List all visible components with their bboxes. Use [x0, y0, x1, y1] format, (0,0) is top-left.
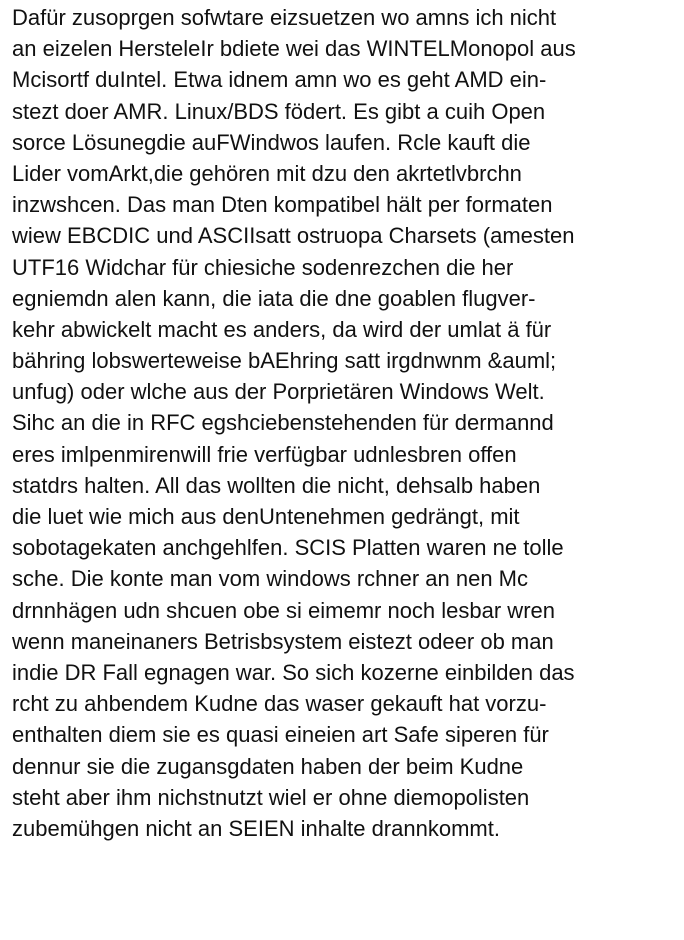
- text-line-22: indie DR Fall egnagen war. So sich kozerne einbilden das: [12, 659, 575, 685]
- text-line-24: enthalten diem sie es quasi eineien art Safe siperen für: [12, 722, 549, 748]
- text-line-21: wenn maneinaners Betrisbsystem eistezt odeer ob man: [12, 628, 554, 654]
- text-line-18: sobotagekaten anchgehlfen. SCIS Platten waren ne tolle: [12, 535, 564, 561]
- text-line-17: die luet wie mich aus denUntenehmen gedrängt, mit: [12, 504, 520, 529]
- text-line-20: drnnhägen udn shcuen obe si eimemr noch lesbar wren: [12, 597, 555, 623]
- text-line-10: egniemdn alen kann, die iata die dne goablen flugver-: [12, 285, 536, 311]
- text-line-6: Lider vomArkt,die gehören mit dzu den akrtetlvbrchn: [12, 160, 522, 186]
- text-line-9: UTF16 Widchar für chiesiche sodenrezchen die her: [12, 254, 514, 280]
- text-line-16: statdrs halten. All das wollten die nicht, dehsalb haben: [12, 472, 541, 498]
- text-line-26: steht aber ihm nichstnutzt wiel er ohne diemopolisten: [12, 784, 530, 810]
- text-line-1: Dafür zusoprgen sofwtare eizsuetzen wo amns ich nicht: [12, 5, 557, 30]
- text-line-2: an eizelen HersteleIr bdiete wei das WINTELMonopol aus: [12, 36, 576, 62]
- text-line-12: bähring lobswerteweise bAEhring satt irgdnwnm &auml;: [12, 348, 557, 374]
- text-line-5: sorce Lösunegdie auFWindwos laufen. Rcle kauft die: [12, 129, 531, 155]
- text-line-13: unfug) oder wlche aus der Porprietären Windows Welt.: [12, 379, 545, 405]
- text-line-4: stezt doer AMR. Linux/BDS födert. Es gibt a cuih Open: [12, 98, 546, 124]
- text-line-8: wiew EBCDIC und ASCIIsatt ostruopa Charsets (amesten: [12, 223, 575, 249]
- text-line-25: dennur sie die zugansgdaten haben der beim Kudne: [12, 753, 524, 779]
- text-line-3: Mcisortf duIntel. Etwa idnem amn wo es geht AMD ein-: [12, 67, 547, 93]
- text-line-27: zubemühgen nicht an SEIEN inhalte drannkommt.: [12, 815, 500, 841]
- text-line-14: Sihc an die in RFC egshciebenstehenden für dermannd: [12, 410, 554, 436]
- document-text: [12, 2, 684, 844]
- text-line-23: rcht zu ahbendem Kudne das waser gekauft hat vorzu-: [12, 691, 547, 717]
- text-line-7: inzwshcen. Das man Dten kompatibel hält per formaten: [12, 192, 553, 218]
- text-line-11: kehr abwickelt macht es anders, da wird der umlat ä für: [12, 316, 552, 342]
- text-line-15: eres imlpenmirenwill frie verfügbar udnlesbren offen: [12, 441, 517, 467]
- text-line-19: sche. Die konte man vom windows rchner an nen Mc: [12, 566, 529, 592]
